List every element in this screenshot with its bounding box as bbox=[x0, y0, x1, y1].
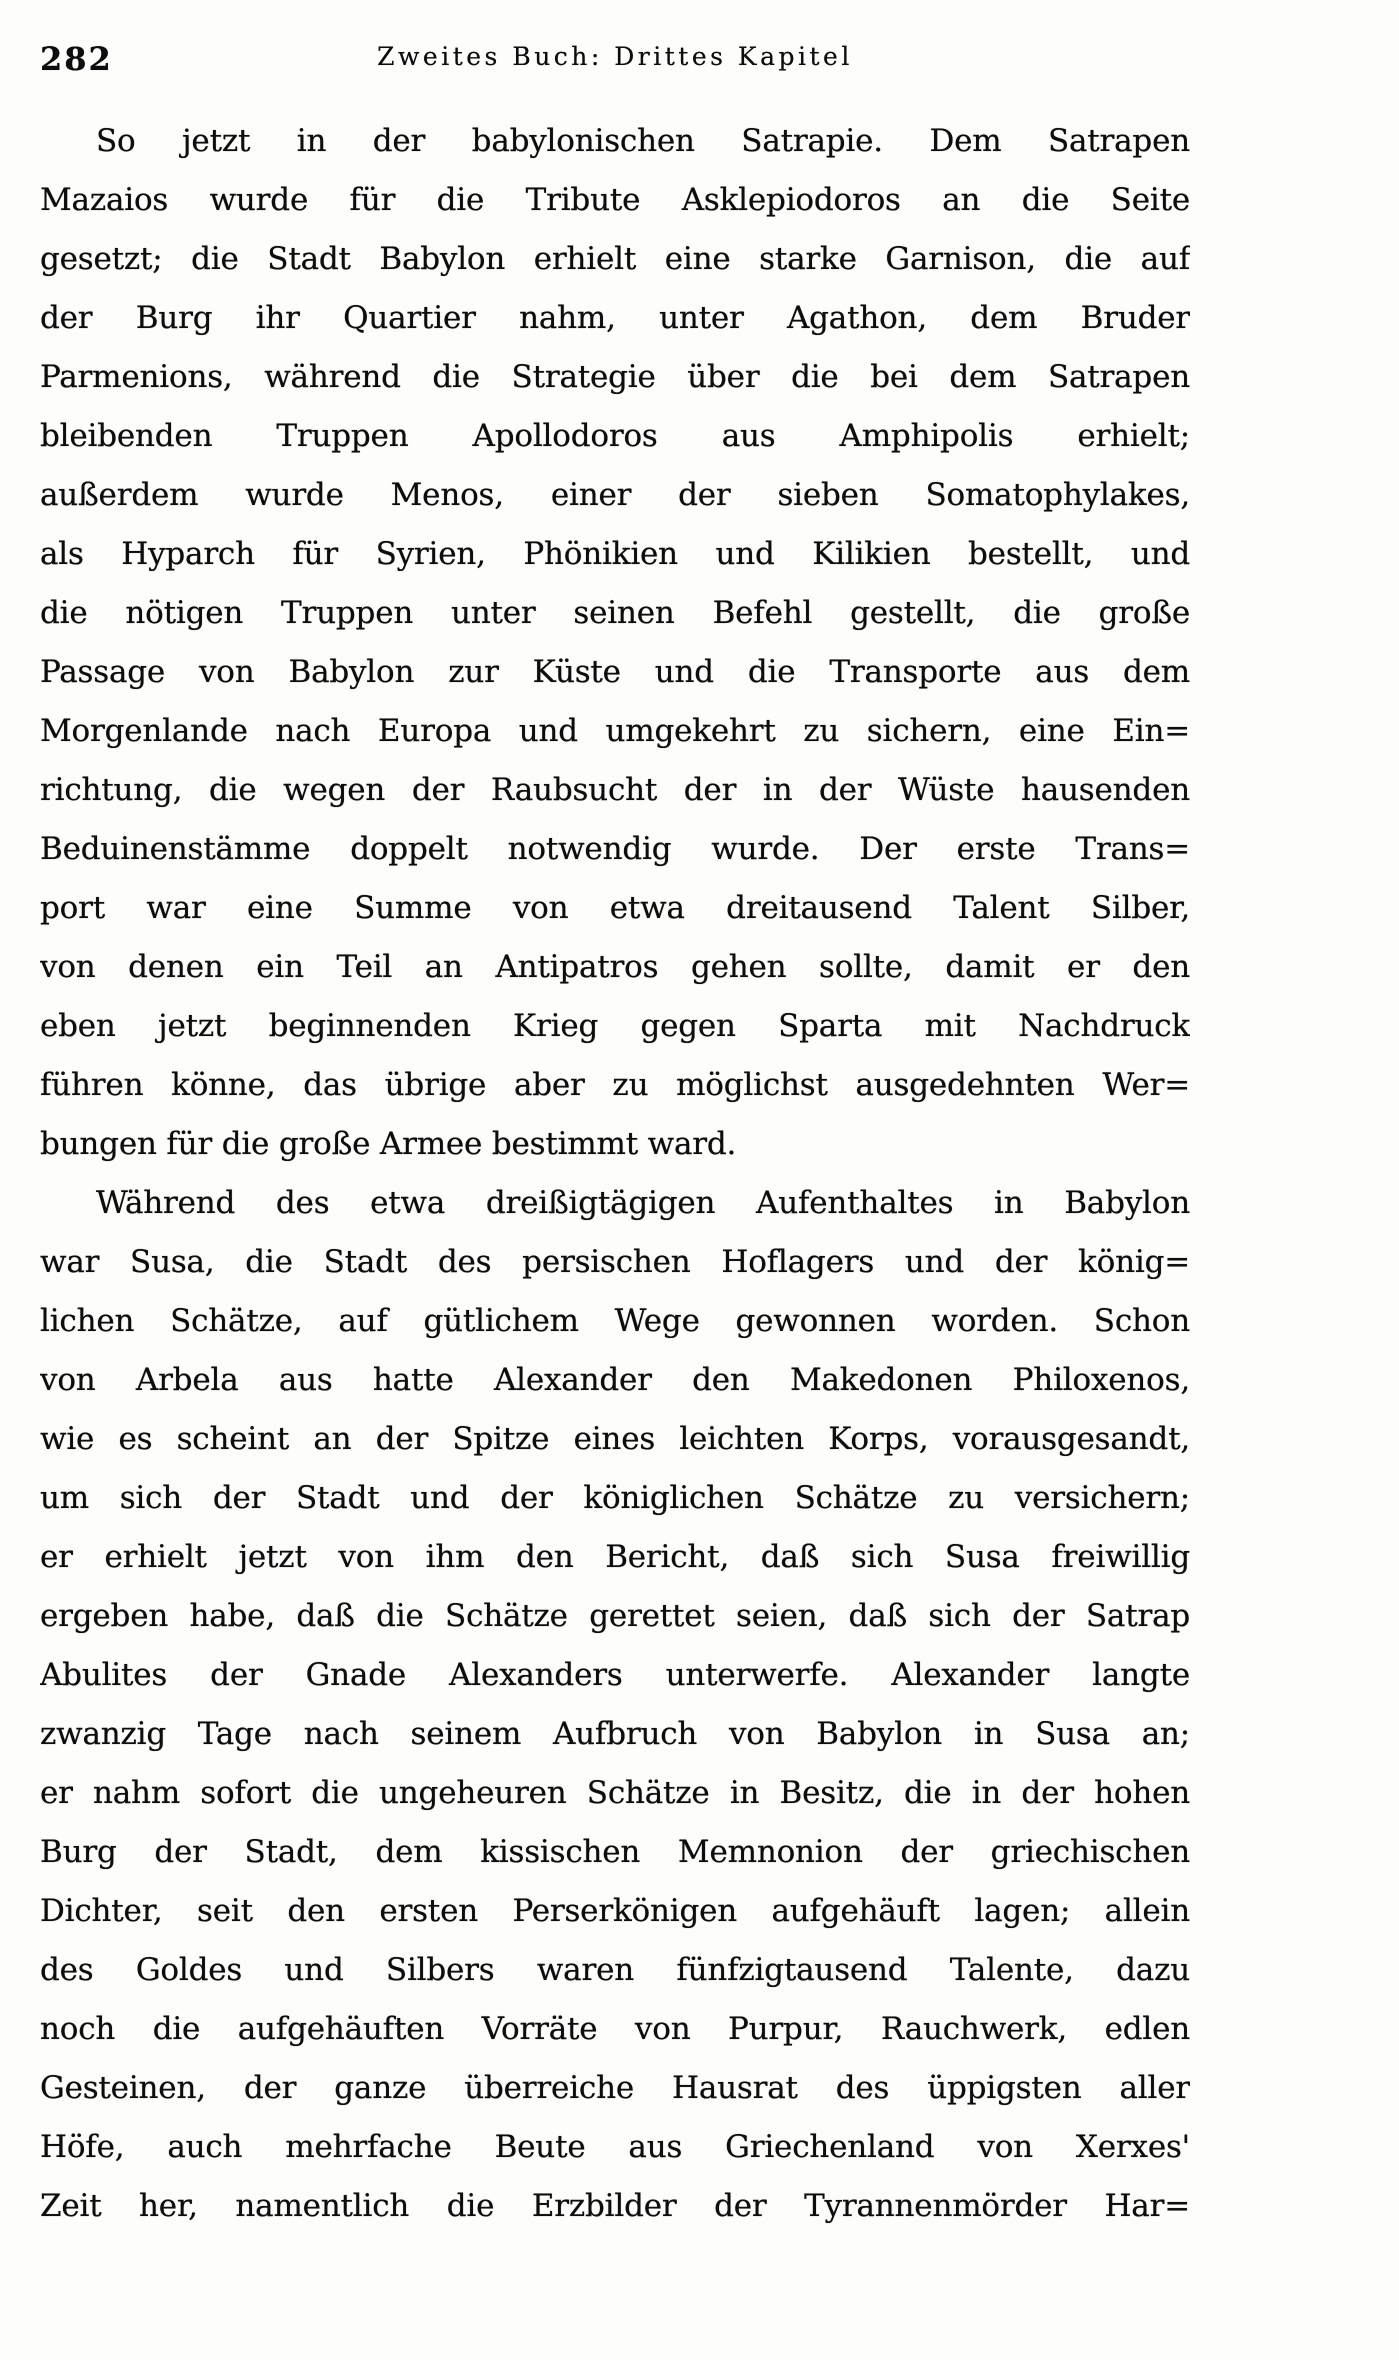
text-line: lichen Schätze, auf gütlichem Wege gewonnen worden. Schon bbox=[40, 1303, 1190, 1339]
text-line: Dichter, seit den ersten Perserkönigen aufgehäuft lagen; allein bbox=[40, 1893, 1190, 1929]
text-line: richtung, die wegen der Raubsucht der in der Wüste hausenden bbox=[40, 772, 1190, 808]
text-line: um sich der Stadt und der königlichen Schätze zu versichern; bbox=[40, 1480, 1190, 1516]
text-line: führen könne, das übrige aber zu möglichst ausgedehnten Wer= bbox=[40, 1067, 1190, 1103]
text-line: bungen für die große Armee bestimmt ward. bbox=[40, 1126, 737, 1162]
chapter-heading: Zweites Buch: Drittes Kapitel bbox=[377, 42, 853, 71]
text-line: ergeben habe, daß die Schätze gerettet seien, daß sich der Satrap bbox=[40, 1598, 1190, 1634]
text-line: zwanzig Tage nach seinem Aufbruch von Babylon in Susa an; bbox=[40, 1716, 1190, 1752]
text-line: bleibenden Truppen Apollodoros aus Amphipolis erhielt; bbox=[40, 418, 1190, 454]
text-line: Während des etwa dreißigtägigen Aufenthaltes in Babylon bbox=[96, 1185, 1190, 1221]
text-line: von denen ein Teil an Antipatros gehen sollte, damit er den bbox=[40, 949, 1190, 985]
text-line: außerdem wurde Menos, einer der sieben Somatophylakes, bbox=[40, 477, 1190, 513]
text-line: von Arbela aus hatte Alexander den Makedonen Philoxenos, bbox=[40, 1362, 1190, 1398]
text-line: als Hyparch für Syrien, Phönikien und Kilikien bestellt, und bbox=[40, 536, 1190, 572]
text-line: port war eine Summe von etwa dreitausend Talent Silber, bbox=[40, 890, 1190, 926]
text-line: Burg der Stadt, dem kissischen Memnonion der griechischen bbox=[40, 1834, 1190, 1870]
text-line: Zeit her, namentlich die Erzbilder der Tyrannenmörder Har= bbox=[40, 2188, 1190, 2224]
text-line: er erhielt jetzt von ihm den Bericht, daß sich Susa freiwillig bbox=[40, 1539, 1190, 1575]
text-line: des Goldes und Silbers waren fünfzigtausend Talente, dazu bbox=[40, 1952, 1190, 1988]
text-line: Mazaios wurde für die Tribute Asklepiodoros an die Seite bbox=[40, 182, 1190, 218]
text-line: Gesteinen, der ganze überreiche Hausrat des üppigsten aller bbox=[40, 2070, 1190, 2106]
text-line: war Susa, die Stadt des persischen Hoflagers und der könig= bbox=[40, 1244, 1190, 1280]
text-line: Morgenlande nach Europa und umgekehrt zu sichern, eine Ein= bbox=[40, 713, 1190, 749]
text-line: Parmenions, während die Strategie über die bei dem Satrapen bbox=[40, 359, 1190, 395]
text-line: er nahm sofort die ungeheuren Schätze in Besitz, die in der hohen bbox=[40, 1775, 1190, 1811]
text-line: die nötigen Truppen unter seinen Befehl gestellt, die große bbox=[40, 595, 1190, 631]
page-text bbox=[40, 112, 1190, 2236]
page-number: 282 bbox=[40, 40, 113, 78]
text-line: eben jetzt beginnenden Krieg gegen Sparta mit Nachdruck bbox=[40, 1008, 1190, 1044]
text-line: So jetzt in der babylonischen Satrapie. Dem Satrapen bbox=[96, 123, 1190, 159]
page-header bbox=[40, 36, 1190, 84]
text-line: Beduinenstämme doppelt notwendig wurde. Der erste Trans= bbox=[40, 831, 1190, 867]
text-line: gesetzt; die Stadt Babylon erhielt eine starke Garnison, die auf bbox=[40, 241, 1190, 277]
text-line: Passage von Babylon zur Küste und die Transporte aus dem bbox=[40, 654, 1190, 690]
text-line: der Burg ihr Quartier nahm, unter Agathon, dem Bruder bbox=[40, 300, 1190, 336]
text-line: Höfe, auch mehrfache Beute aus Griechenland von Xerxes' bbox=[40, 2129, 1190, 2165]
text-line: noch die aufgehäuften Vorräte von Purpur, Rauchwerk, edlen bbox=[40, 2011, 1190, 2047]
text-line: wie es scheint an der Spitze eines leichten Korps, vorausgesandt, bbox=[40, 1421, 1190, 1457]
text-line: Abulites der Gnade Alexanders unterwerfe. Alexander langte bbox=[40, 1657, 1190, 1693]
